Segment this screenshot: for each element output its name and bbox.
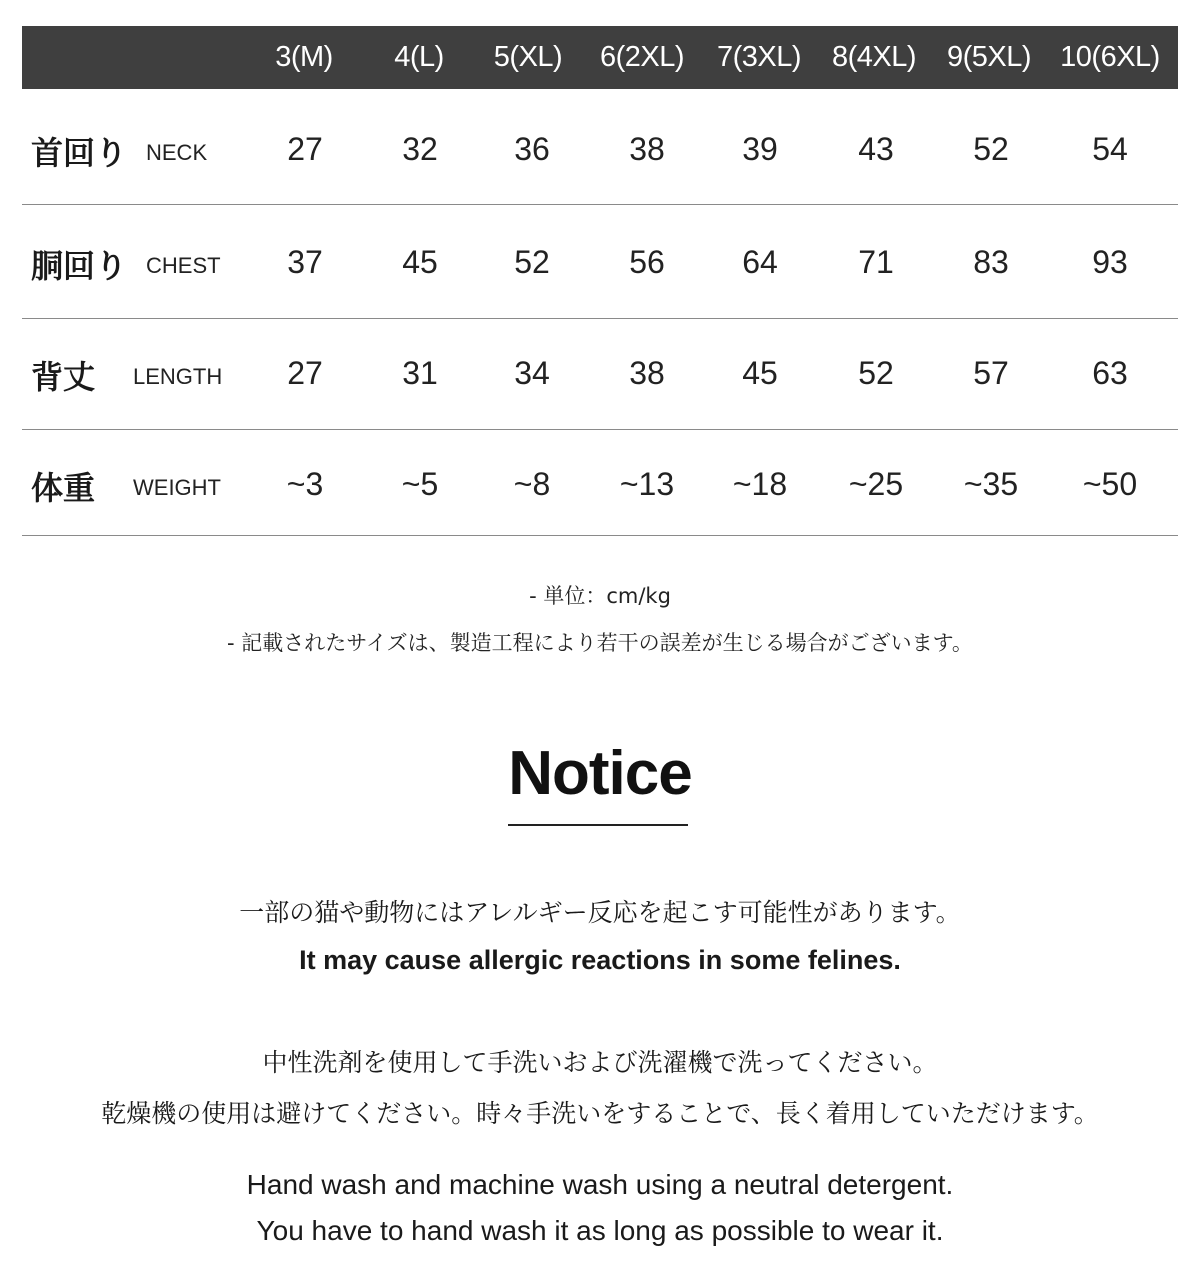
table-cell: 52 [973,131,1009,167]
table-cell: 56 [629,244,665,280]
size-label: 10(6XL) [1060,41,1160,73]
table-row-length [22,352,1178,396]
table-cell: 32 [402,131,438,167]
table-row-weight [22,463,1178,507]
table-cell: 27 [287,355,323,391]
tolerance-note: - 記載されたサイズは、製造工程により若干の誤差が生じる場合がございます。 [227,631,973,655]
table-cell: 43 [858,131,894,167]
table-cell: 83 [973,244,1009,280]
size-label: 5(XL) [493,41,563,73]
table-cell: 31 [402,355,438,391]
table-cell: 54 [1092,131,1128,167]
row-label-en: LENGTH [133,364,223,389]
size-header-bar [22,26,1178,89]
allergy-warning-jp: 一部の猫や動物にはアレルギー反応を起こす可能性があります。 [239,898,961,927]
size-label: 6(2XL) [599,41,685,73]
table-cell: 63 [1092,355,1128,391]
table-cell: 52 [858,355,894,391]
unit-note: - 単位：cm/kg [529,584,671,608]
notice-title: Notice [508,739,692,808]
row-divider [22,429,1178,430]
wash-instruction-jp-1: 中性洗剤を使用して手洗いおよび洗濯機で洗ってください。 [262,1048,938,1077]
table-cell: 38 [629,131,665,167]
table-cell: 27 [287,131,323,167]
size-label: 3(M) [275,41,333,73]
table-cell: 37 [287,244,323,280]
row-divider [22,204,1178,205]
table-cell: ~25 [848,466,904,502]
row-label-jp: 背丈 [31,358,96,396]
table-row-neck [22,128,1178,172]
row-label-en: NECK [146,140,208,165]
size-label: 4(L) [394,41,444,73]
table-cell: ~35 [963,466,1019,502]
table-cell: 57 [973,355,1009,391]
table-cell: 45 [742,355,778,391]
table-cell: 34 [514,355,550,391]
row-divider [22,318,1178,319]
size-label: 8(4XL) [831,41,917,73]
table-cell: ~13 [619,466,675,502]
table-cell: 64 [742,244,778,280]
table-cell: 93 [1092,244,1128,280]
row-label-jp: 体重 [31,469,96,507]
table-cell: 52 [514,244,550,280]
table-cell: 45 [402,244,438,280]
table-cell: ~18 [732,466,788,502]
row-label-jp: 胴回り [31,247,128,285]
size-label: 7(3XL) [716,41,802,73]
table-cell: ~5 [401,466,439,502]
wash-instruction-en-1: Hand wash and machine wash using a neutral detergent. [246,1169,954,1200]
table-cell: 71 [858,244,894,280]
table-cell: 38 [629,355,665,391]
table-cell: ~3 [286,466,324,502]
allergy-warning-en: It may cause allergic reactions in some felines. [299,945,901,975]
table-cell: ~8 [513,466,551,502]
size-label: 9(5XL) [946,41,1032,73]
wash-instruction-jp-2: 乾燥機の使用は避けてください。時々手洗いをすることで、長く着用していただけます。 [101,1099,1099,1128]
table-cell: ~50 [1082,466,1138,502]
row-label-en: WEIGHT [133,475,221,500]
wash-instruction-en-2: You have to hand wash it as long as possible to wear it. [256,1215,944,1246]
row-label-jp: 首回り [31,134,128,172]
row-divider [22,535,1178,536]
table-cell: 36 [514,131,550,167]
table-cell: 39 [742,131,778,167]
table-row-chest [22,241,1178,285]
row-label-en: CHEST [146,253,221,278]
notice-title-underline [508,824,688,826]
